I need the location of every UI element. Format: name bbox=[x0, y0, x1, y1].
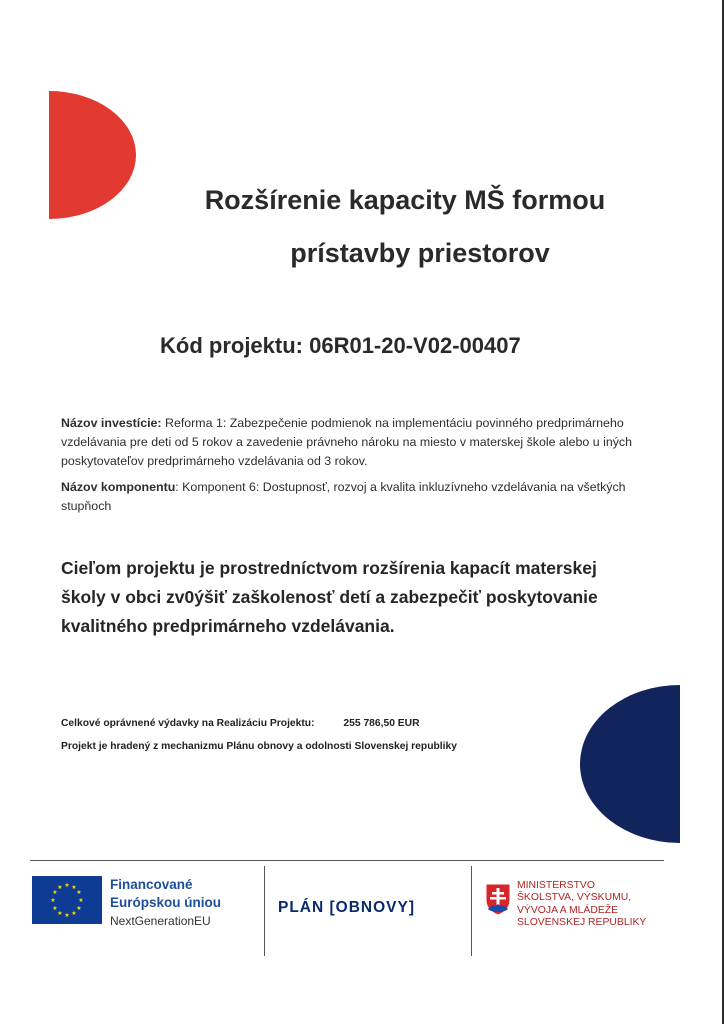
eu-flag-icon bbox=[32, 876, 102, 924]
svg-text:★: ★ bbox=[78, 897, 84, 904]
svg-text:★: ★ bbox=[52, 889, 58, 896]
eligible-costs bbox=[61, 718, 420, 729]
slovak-coat-of-arms-icon bbox=[484, 882, 512, 916]
ministry-line-3: VÝVOJA A MLÁDEŽE bbox=[517, 904, 619, 916]
footer-separator-1 bbox=[264, 866, 265, 956]
funding-note: Projekt je hradený z mechanizmu Plánu obnovy a odolnosti Slovenskej republiky bbox=[61, 741, 457, 752]
svg-text:★: ★ bbox=[71, 910, 77, 917]
component-paragraph bbox=[61, 478, 673, 516]
footer-divider bbox=[30, 860, 664, 861]
ministry-line-4: SLOVENSKEJ REPUBLIKY bbox=[517, 917, 647, 929]
eu-line-1: Financované bbox=[110, 877, 193, 892]
component-label: Názov komponentu bbox=[61, 480, 176, 494]
svg-text:★: ★ bbox=[76, 889, 82, 896]
eu-line-2: Európskou úniou bbox=[110, 895, 221, 910]
investment-paragraph bbox=[61, 414, 673, 471]
goal-line-3: kvalitného predprimárneho vzdelávania. bbox=[61, 616, 395, 636]
costs-amount: 255 786,50 EUR bbox=[343, 718, 420, 729]
costs-label: Celkové oprávnené výdavky na Realizáciu Projektu: bbox=[61, 718, 315, 729]
title-line-2: prístavby priestorov bbox=[290, 238, 550, 268]
svg-text:★: ★ bbox=[71, 884, 77, 891]
component-text: : Komponent 6: Dostupnosť, rozvoj a kvalita inkluzívneho vzdelávania na všetkých stupňoch bbox=[61, 480, 626, 513]
svg-text:★: ★ bbox=[50, 897, 56, 904]
svg-text:★: ★ bbox=[57, 910, 63, 917]
ministry-line-1: MINISTERSTVO bbox=[517, 880, 595, 891]
project-goal bbox=[61, 554, 681, 641]
plan-obnovy-logo: PLÁN [OBNOVY] bbox=[278, 899, 415, 916]
red-half-circle-decoration bbox=[49, 91, 136, 219]
eu-line-3: NextGenerationEU bbox=[110, 914, 211, 928]
footer-separator-2 bbox=[471, 866, 472, 956]
svg-text:★: ★ bbox=[64, 882, 70, 889]
title-line-1: Rozšírenie kapacity MŠ formou bbox=[204, 185, 606, 215]
eu-funding-label bbox=[110, 876, 221, 930]
project-code: Kód projektu: 06R01-20-V02-00407 bbox=[160, 333, 521, 358]
ministry-line-2: ŠKOLSTVA, VÝSKUMU, bbox=[517, 892, 632, 904]
svg-text:★: ★ bbox=[57, 884, 63, 891]
svg-text:★: ★ bbox=[64, 912, 70, 919]
goal-line-1: Cieľom projektu je prostredníctvom rozšírenia kapacít materskej bbox=[61, 558, 597, 578]
goal-line-2: školy v obci zv0ýšiť zaškolenosť detí a zabezpečiť poskytovanie bbox=[61, 587, 598, 607]
navy-half-circle-decoration bbox=[580, 685, 680, 843]
ministry-label bbox=[517, 880, 646, 930]
investment-label: Názov investície: bbox=[61, 416, 162, 430]
investment-text: Reforma 1: Zabezpečenie podmienok na implementáciu povinného predprimárneho vzdelávania pre deti od 5 rokov a zavedenie právneho nároku na miesto v materskej škole alebo u iných poskytovateľov predprimárneho vzdelávania od 3 rokov. bbox=[61, 416, 632, 468]
svg-text:★: ★ bbox=[76, 905, 82, 912]
svg-text:★: ★ bbox=[52, 905, 58, 912]
